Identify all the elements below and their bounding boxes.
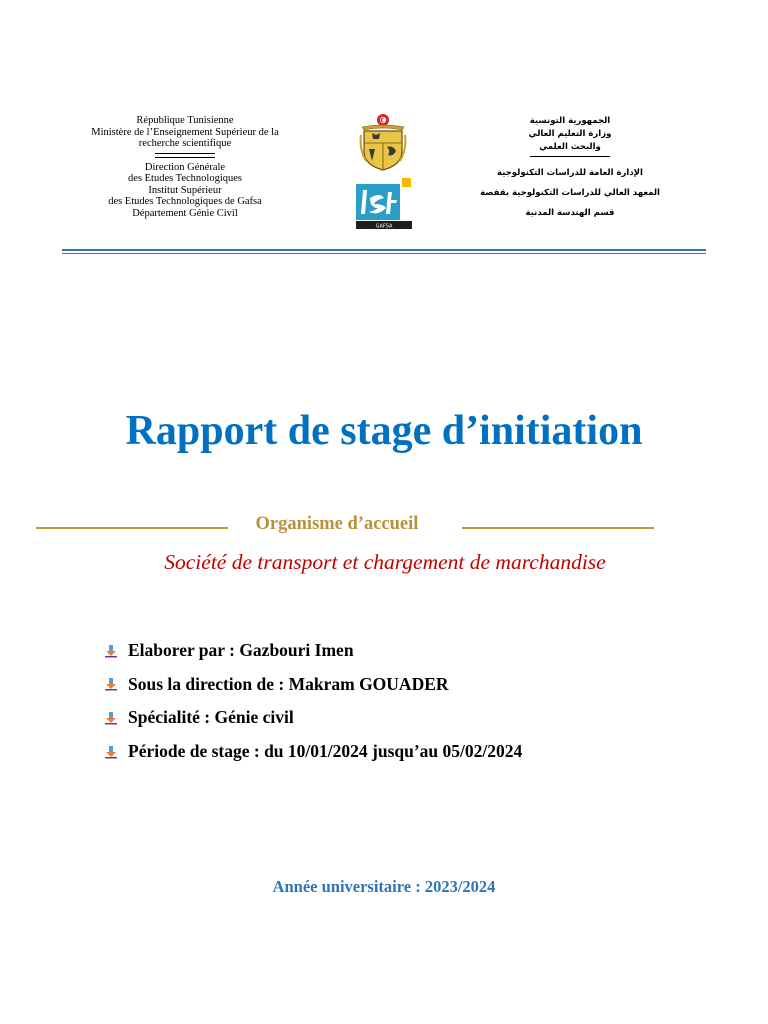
company-name: Société de transport et chargement de marchandise <box>164 550 606 574</box>
header-right-block <box>455 115 685 220</box>
double-divider <box>155 153 215 158</box>
header-rule-thin <box>62 253 706 254</box>
header-left-line: Institut Supérieur <box>148 184 222 196</box>
header-left-line: recherche scientifique <box>138 138 232 149</box>
bullet-arrow-icon <box>104 745 118 759</box>
list-item <box>104 701 724 735</box>
info-direction: Sous la direction de : Makram GOUADER <box>128 673 449 694</box>
header-right-line: والبحث العلمي <box>539 142 601 152</box>
header-right-line: وزارة التعليم العالي <box>528 129 612 139</box>
bullet-arrow-icon <box>104 644 118 658</box>
bullet-arrow-icon <box>104 711 118 725</box>
header-left-line: des Etudes Technologiques <box>128 173 242 184</box>
header-right-line: المعهد العالي للدراسات التكنولوجية بقفصة <box>480 188 660 198</box>
header-right-line: قسم الهندسة المدنية <box>525 208 615 218</box>
header-left-line: Direction Générale <box>144 161 226 173</box>
info-elaborer: Elaborer par : Gazbouri Imen <box>128 640 354 661</box>
header-left-line: République Tunisienne <box>136 115 234 126</box>
header-right-line: الإدارة العامة للدراسات التكنولوجية <box>497 168 643 178</box>
bullet-arrow-icon <box>104 677 118 691</box>
header-left-line: Ministère de l’Enseignement Supérieur de la <box>91 126 279 138</box>
list-item <box>104 668 724 702</box>
gold-divider-left <box>36 527 228 529</box>
header-right-line: الجمهورية التونسية <box>529 116 611 126</box>
header-left-line: des Etudes Technologiques de Gafsa <box>108 196 262 207</box>
info-list <box>104 634 724 768</box>
organisme-label: Organisme d’accueil <box>255 514 419 534</box>
info-specialite: Spécialité : Génie civil <box>128 707 294 728</box>
list-item <box>104 735 724 769</box>
list-item <box>104 634 724 668</box>
header-left-line: Département Génie Civil <box>132 207 238 219</box>
header-rule <box>62 249 706 251</box>
logo-caption: GAFSA <box>375 223 393 230</box>
iset-gafsa-logo-icon <box>356 178 412 230</box>
header-right-divider <box>530 156 610 157</box>
info-periode: Période de stage : du 10/01/2024 jusqu’au 05/02/2024 <box>128 741 523 762</box>
academic-year: Année universitaire : 2023/2024 <box>272 877 496 896</box>
tunisia-coat-of-arms-icon <box>358 113 408 171</box>
report-title: Rapport de stage d’initiation <box>125 408 643 454</box>
header-left-block <box>70 115 300 219</box>
gold-divider-right <box>462 527 654 529</box>
